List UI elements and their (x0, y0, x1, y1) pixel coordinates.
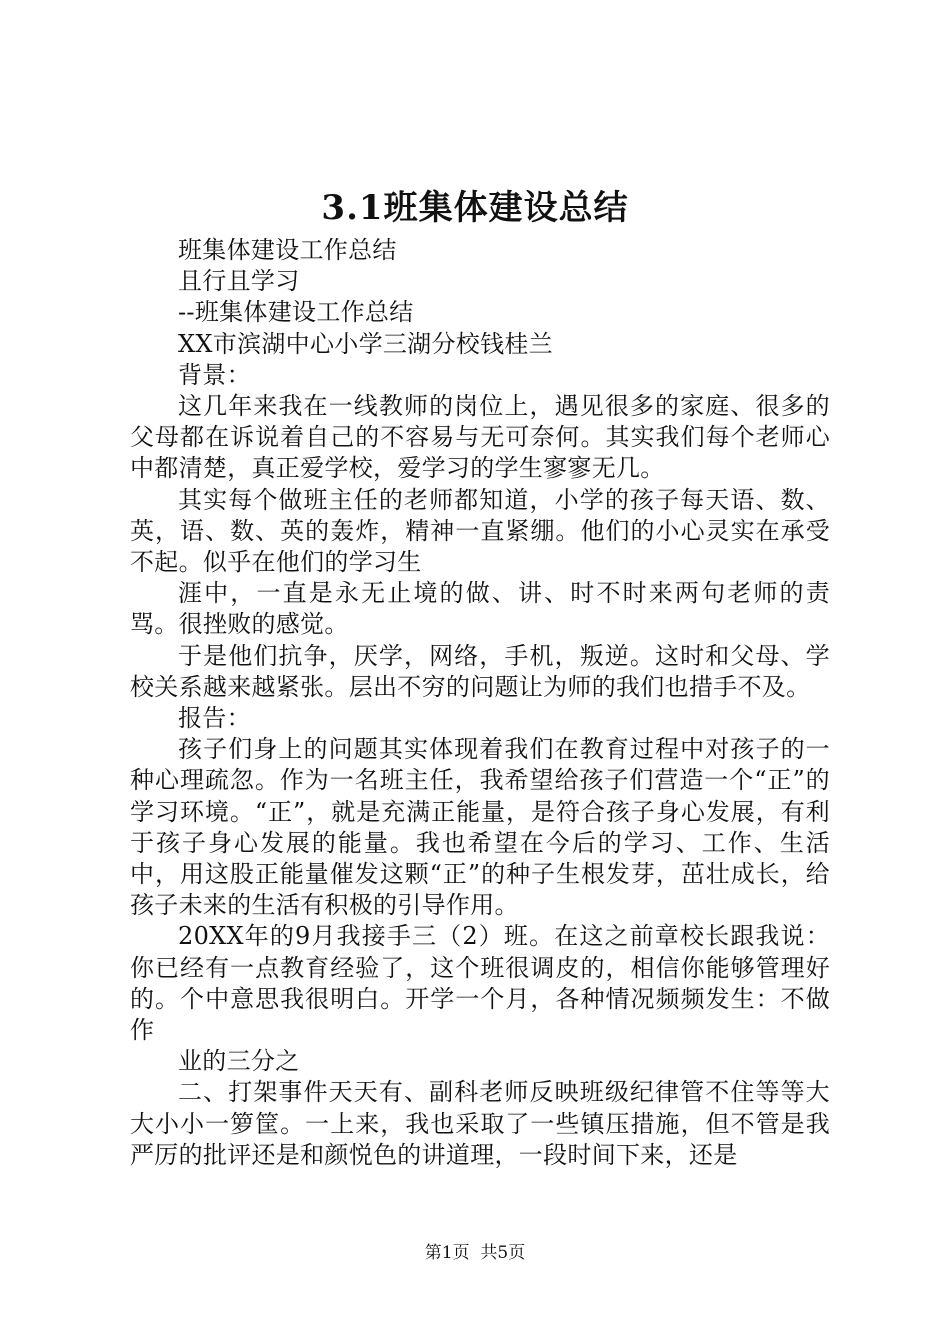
paragraph: 20XX年的9月我接手三（2）班。在这之前章校长跟我说：你已经有一点教育经验了，这个班很调皮的，相信你能够管理好的。个中意思我很明白。开学一个月，各种情况频频发生：不做作 (130, 922, 830, 1045)
paragraph: 二、打架事件天天有、副科老师反映班级纪律管不住等等大大小小一箩筐。一上来，我也采取了一些镇压措施，但不管是我严厉的批评还是和颜悦色的讲道理，一段时间下来，还是 (130, 1078, 830, 1169)
paragraph: 孩子们身上的问题其实体现着我们在教育过程中对孩子的一种心理疏忽。作为一名班主任，我希望给孩子们营造一个“正”的学习环境。“正”，就是充满正能量，是符合孩子身心发展，有利于孩子身心发展的能量。我也希望在今后的学习、工作、生活中，用这股正能量催发这颗“正”的种子生根发芽，茁壮成长，给孩子未来的生活有积极的引导作用。 (130, 735, 830, 920)
paragraph: 这几年来我在一线教师的岗位上，遇见很多的家庭、很多的父母都在诉说着自己的不容易与无可奈何。其实我们每个老师心中都清楚，真正爱学校，爱学习的学生寥寥无几。 (130, 392, 830, 483)
paragraph: 报告： (178, 704, 251, 733)
paragraph: 于是他们抗争，厌学，网络，手机，叛逆。这时和父母、学校关系越来越紧张。层出不穷的问题让为师的我们也措手不及。 (130, 641, 830, 701)
paragraph: 班集体建设工作总结 (178, 236, 397, 264)
paragraph: 业的三分之 (178, 1047, 300, 1076)
paragraph: 且行且学习 (178, 267, 300, 296)
paragraph: 涯中，一直是永无止境的做、讲、时不时来两句老师的责骂。很挫败的感觉。 (130, 579, 830, 639)
paragraph: XX市滨湖中心小学三湖分校钱桂兰 (178, 329, 553, 358)
paragraph: --班集体建设工作总结 (178, 298, 414, 327)
page-number-label: 第1页 共5页 (424, 1243, 526, 1263)
document-title: 3.1班集体建设总结 (321, 188, 629, 228)
paragraph: 其实每个做班主任的老师都知道，小学的孩子每天语、数、英，语、数、英的轰炸，精神一直紧绷。他们的小心灵实在承受不起。似乎在他们的学习生 (130, 485, 830, 577)
page-footer (0, 1242, 950, 1264)
paragraph: 背景： (178, 360, 251, 389)
document-body (130, 235, 830, 1171)
